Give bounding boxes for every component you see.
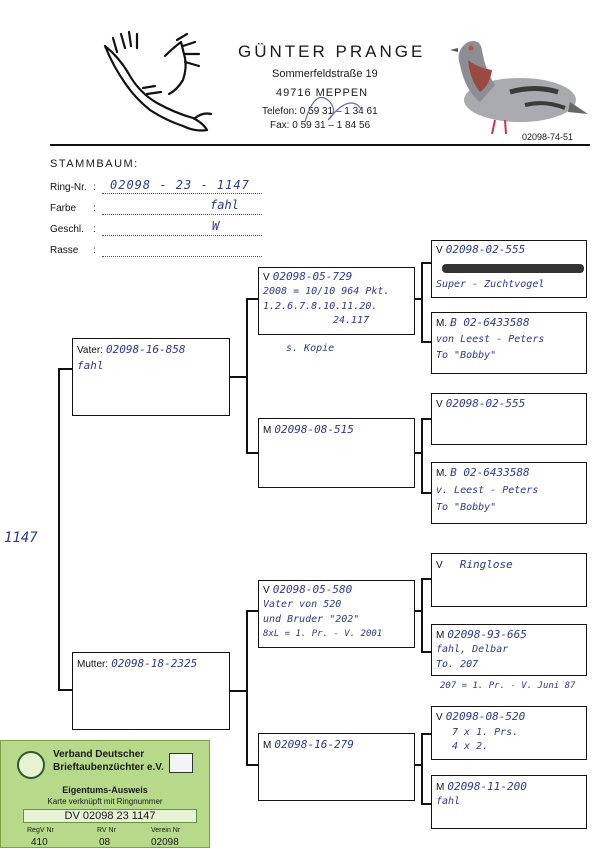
- card-stamp-icon: [169, 753, 193, 773]
- vater-prefix: Vater:: [77, 345, 103, 356]
- mvm-note: 207 = 1. Pr. - V. Juni 87: [440, 681, 576, 691]
- vmv-ring: 02098-02-555: [445, 397, 526, 410]
- card-col-verein: Verein Nr: [151, 827, 181, 834]
- connector: [421, 492, 431, 494]
- vvm-prefix: M.: [436, 318, 448, 329]
- vv-line-1: 2008 = 10/10 964 Pkt.: [263, 286, 390, 297]
- card-subtitle: Karte verknüpft mit Ringnummer: [47, 797, 163, 806]
- connector: [230, 376, 246, 378]
- mmm-line-1: fahl: [436, 796, 461, 807]
- card-val-rv: 08: [99, 837, 111, 848]
- rasse-colon: :: [93, 245, 96, 256]
- connector: [58, 368, 72, 370]
- farbe-colon: :: [93, 203, 96, 214]
- mvv-ring: Ringlose: [459, 558, 513, 571]
- connector: [421, 578, 431, 580]
- vater-line-1: fahl: [77, 359, 104, 372]
- vmm-prefix: M.: [436, 468, 448, 479]
- mvm-prefix: M: [436, 630, 445, 641]
- connector: [421, 733, 431, 735]
- connector: [421, 262, 431, 264]
- connector: [246, 764, 258, 766]
- vm-ring: 02098-08-515: [274, 423, 354, 436]
- vv-note: s. Kopie: [286, 343, 335, 354]
- mv-line-1: Vater von 520: [263, 599, 342, 610]
- photo-ring-number: 02098-74-51: [522, 132, 574, 142]
- mmv-ring: 02098-08-520: [445, 710, 526, 723]
- card-val-regv: 410: [31, 837, 48, 848]
- connector: [421, 578, 423, 652]
- mv-ring: 02098-05-580: [272, 583, 353, 596]
- vvm-line-1: von Leest - Peters: [436, 334, 545, 345]
- street: Sommerfeldstraße 19: [272, 68, 378, 80]
- connector: [421, 733, 423, 804]
- vmm-ring: B 02-6433588: [450, 466, 530, 479]
- dove-logo: [95, 28, 225, 136]
- box-ggp-5: [431, 553, 587, 607]
- geschl-colon: :: [93, 224, 96, 235]
- mv-prefix: V: [263, 585, 270, 596]
- vvv-ring: 02098-02-555: [445, 243, 526, 256]
- connector: [421, 341, 431, 343]
- mv-line-2: und Bruder "202": [263, 614, 360, 625]
- mm-prefix: M: [263, 740, 272, 751]
- ring-nr-line: [102, 193, 262, 194]
- rasse-line: [102, 256, 262, 257]
- vm-prefix: M: [263, 425, 272, 436]
- document-title: STAMMBAUM:: [50, 158, 139, 170]
- fax: Fax: 0 59 31 – 1 84 56: [270, 120, 371, 131]
- mmm-ring: 02098-11-200: [447, 780, 527, 793]
- vmv-prefix: V: [436, 399, 443, 410]
- connector: [246, 298, 258, 300]
- box-grandmother-paternal: [258, 418, 415, 488]
- vvv-line-1: Super - Zuchtvogel: [436, 279, 545, 290]
- box-ggp-4: [431, 462, 587, 524]
- mmv-prefix: V: [436, 712, 443, 723]
- box-ggp-6: [431, 624, 587, 676]
- card-col-rv: RV Nr: [97, 827, 116, 834]
- vvv-prefix: V: [436, 245, 443, 256]
- mmv-line-2: 4 x 2.: [452, 741, 489, 752]
- connector: [246, 610, 258, 612]
- pigeon-photo: [440, 30, 590, 140]
- header-rule: [50, 144, 590, 146]
- vv-ring: 02098-05-729: [272, 270, 353, 283]
- mvv-prefix: V: [436, 560, 443, 571]
- vv-line-3: 24.117: [333, 315, 370, 326]
- ring-nr-value: 02098 - 23 - 1147: [110, 178, 250, 192]
- side-note: 1147: [4, 530, 38, 546]
- box-vater: [72, 338, 230, 416]
- card-title: Eigentums-Ausweis: [62, 785, 148, 795]
- mmv-line-1: 7 x 1. Prs.: [452, 727, 519, 738]
- box-grandmother-maternal: [258, 733, 415, 801]
- connector: [246, 610, 248, 765]
- box-grandfather-paternal: [258, 267, 415, 335]
- geschl-line: [102, 235, 262, 236]
- vv-line-2: 1.2.6.7.8.10.11.20.: [263, 301, 378, 312]
- connector: [58, 368, 60, 690]
- mvm-line-1: fahl, Delbar: [436, 644, 509, 655]
- box-grandfather-maternal: [258, 580, 415, 648]
- vvm-ring: B 02-6433588: [450, 316, 530, 329]
- card-val-verein: 02098: [151, 837, 179, 848]
- mv-line-3: 8xL = 1. Pr. - V. 2001: [263, 629, 383, 639]
- connector: [421, 418, 431, 420]
- vmm-line-1: v. Leest - Peters: [436, 485, 539, 496]
- city: 49716 MEPPEN: [276, 87, 369, 99]
- redaction-bar: [442, 264, 584, 273]
- vater-ring: 02098-16-858: [106, 343, 186, 356]
- rasse-label: Rasse: [50, 245, 79, 256]
- signature: [300, 82, 370, 132]
- card-number: DV 02098 23 1147: [23, 809, 197, 823]
- farbe-label: Farbe: [50, 203, 77, 214]
- connector: [246, 298, 248, 453]
- geschl-label: Geschl.: [50, 224, 84, 235]
- farbe-line: [102, 214, 262, 215]
- farbe-value: fahl: [210, 198, 239, 212]
- mvm-ring: 02098-93-665: [447, 628, 527, 641]
- box-mutter: [72, 652, 230, 730]
- box-ggp-2: [431, 312, 587, 374]
- mvm-line-2: To. 207: [436, 659, 479, 670]
- vmm-line-2: To "Bobby": [436, 502, 497, 513]
- phone: Telefon: 0 59 31 – 1 34 61: [262, 106, 378, 117]
- connector: [421, 803, 431, 805]
- connector: [230, 690, 246, 692]
- connector: [421, 262, 423, 342]
- ring-nr-label: Ring-Nr.: [50, 182, 87, 193]
- ownership-card: [0, 740, 210, 848]
- vv-prefix: V: [263, 272, 270, 283]
- breeder-name: GÜNTER PRANGE: [238, 42, 426, 61]
- vvm-line-2: To "Bobby": [436, 350, 497, 361]
- box-ggp-8: [431, 775, 587, 829]
- card-logo-icon: [17, 751, 45, 779]
- connector: [421, 651, 431, 653]
- connector: [58, 689, 72, 691]
- card-org-1: Verband Deutscher: [53, 749, 145, 760]
- box-ggp-3: [431, 393, 587, 445]
- mmm-prefix: M: [436, 782, 445, 793]
- geschl-value: W: [212, 219, 220, 233]
- ring-nr-colon: :: [93, 182, 96, 193]
- card-org-2: Brieftaubenzüchter e.V.: [53, 762, 164, 773]
- connector: [421, 418, 423, 493]
- card-col-regv: RegV Nr: [27, 827, 54, 834]
- mutter-prefix: Mutter:: [77, 659, 109, 670]
- box-ggp-1: [431, 240, 587, 298]
- mm-ring: 02098-16-279: [274, 738, 354, 751]
- connector: [246, 452, 258, 454]
- mutter-ring: 02098-18-2325: [111, 657, 198, 670]
- box-ggp-7: [431, 706, 587, 760]
